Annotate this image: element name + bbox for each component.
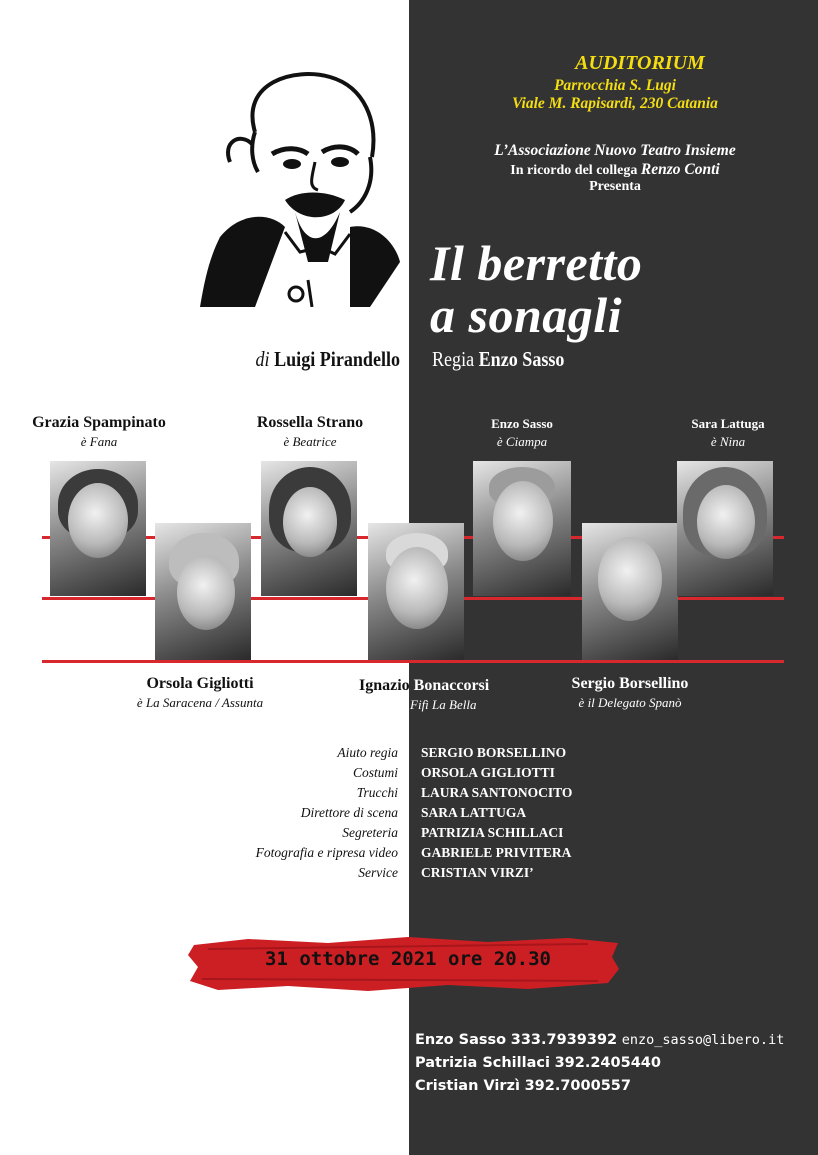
credit-name-segreteria: PATRIZIA SCHILLACI bbox=[421, 825, 564, 840]
author-credit bbox=[255, 347, 400, 372]
memory-line bbox=[430, 161, 800, 179]
credit-name-service: CRISTIAN VIRZI’ bbox=[421, 865, 534, 880]
cast-name-rossella-strano: Rossella Strano bbox=[256, 414, 364, 431]
venue-title: AUDITORIUM bbox=[575, 52, 705, 74]
contact-name: Enzo Sasso bbox=[415, 1032, 507, 1048]
credit-label-costumi: Costumi bbox=[352, 765, 398, 780]
contact-phone: 333.7939392 bbox=[510, 1032, 618, 1048]
credit-label-direttore-di-scena: Direttore di scena bbox=[300, 805, 398, 820]
presents-label: Presenta bbox=[589, 179, 641, 194]
memory-name: Renzo Conti bbox=[640, 161, 720, 178]
author-name: Luigi Pirandello bbox=[274, 347, 400, 371]
contact-phone: 392.2405440 bbox=[554, 1055, 661, 1071]
contact-name: Patrizia Schillaci bbox=[415, 1055, 550, 1071]
cast-role-sergio-borsellino: è il Delegato Spanò bbox=[578, 695, 682, 710]
cast-role-rossella-strano: è Beatrice bbox=[283, 434, 337, 449]
contact-name: Cristian Virzì bbox=[415, 1078, 520, 1094]
venue-address: Viale M. Rapisardi, 230 Catania bbox=[512, 95, 718, 112]
credit-label-segreteria: Segreteria bbox=[342, 825, 398, 840]
association-name: Nuovo Teatro Insieme bbox=[594, 142, 736, 159]
author-prefix: di bbox=[255, 347, 270, 371]
association-prefix: L’Associazione bbox=[494, 142, 591, 159]
cast-role-orsola-gigliotti: è La Saracena / Assunta bbox=[136, 695, 264, 710]
photo-ignazio-bonaccorsi bbox=[368, 523, 464, 660]
credit-name-fotografia: GABRIELE PRIVITERA bbox=[421, 845, 572, 860]
credit-name-costumi: ORSOLA GIGLIOTTI bbox=[421, 765, 555, 780]
photo-sara-lattuga bbox=[677, 461, 773, 596]
cast-name-ignazio-last: Bonaccorsi bbox=[409, 677, 490, 694]
credit-label-fotografia: Fotografia e ripresa video bbox=[255, 845, 398, 860]
cast-role-enzo-sasso: è Ciampa bbox=[496, 434, 548, 449]
photo-orsola-gigliotti bbox=[155, 523, 251, 660]
cast-name-enzo-sasso: Enzo Sasso bbox=[491, 416, 553, 431]
contact-patrizia-schillaci bbox=[415, 1055, 661, 1071]
credit-name-trucchi: LAURA SANTONOCITO bbox=[421, 785, 573, 800]
play-title-line1: Il berretto bbox=[430, 235, 643, 291]
director-prefix: Regia bbox=[432, 347, 475, 371]
director-name: Enzo Sasso bbox=[478, 347, 565, 371]
info-label: Info: bbox=[372, 1034, 406, 1047]
director-credit bbox=[432, 347, 564, 372]
cast-name-ignazio-first: Ignazio bbox=[359, 677, 410, 694]
cast-role-grazia-spampinato: è Fana bbox=[80, 434, 118, 449]
red-stripe-bottom bbox=[42, 660, 784, 663]
photo-rossella-strano bbox=[261, 461, 357, 596]
cast-role-sara-lattuga: è Nina bbox=[710, 434, 746, 449]
contact-email[interactable]: enzo_sasso@libero.it bbox=[621, 1032, 785, 1048]
photo-enzo-sasso bbox=[473, 461, 571, 596]
contact-enzo-sasso bbox=[415, 1032, 784, 1048]
credit-label-trucchi: Trucchi bbox=[356, 785, 398, 800]
memory-prefix: In ricordo del collega bbox=[510, 163, 638, 178]
photo-grazia-spampinato bbox=[50, 461, 146, 596]
cast-name-grazia-spampinato: Grazia Spampinato bbox=[32, 414, 166, 431]
photo-sergio-borsellino bbox=[582, 523, 678, 660]
credit-label-service: Service bbox=[358, 865, 398, 880]
venue-parish: Parrocchia S. Lugi bbox=[554, 77, 676, 94]
cast-name-sara-lattuga: Sara Lattuga bbox=[691, 416, 765, 431]
cast-name-sergio-borsellino: Sergio Borsellino bbox=[571, 675, 689, 692]
event-date: 31 ottobre 2021 ore 20.30 bbox=[265, 948, 551, 970]
credit-name-aiuto-regia: SERGIO BORSELLINO bbox=[421, 745, 567, 760]
cast-name-ignazio-bonaccorsi bbox=[359, 677, 489, 695]
contact-cristian-virzi bbox=[415, 1078, 631, 1094]
cast-name-orsola-gigliotti: Orsola Gigliotti bbox=[146, 675, 254, 692]
association-line bbox=[430, 142, 800, 160]
pirandello-portrait-illustration bbox=[200, 62, 415, 307]
credit-label-aiuto-regia: Aiuto regia bbox=[337, 745, 398, 760]
credit-name-direttore-di-scena: SARA LATTUGA bbox=[421, 805, 527, 820]
cast-role-ignazio-bonaccorsi: è Fifì La Bella bbox=[401, 697, 477, 712]
contact-phone: 392.7000557 bbox=[524, 1078, 631, 1094]
play-title-line2: a sonagli bbox=[430, 287, 623, 343]
